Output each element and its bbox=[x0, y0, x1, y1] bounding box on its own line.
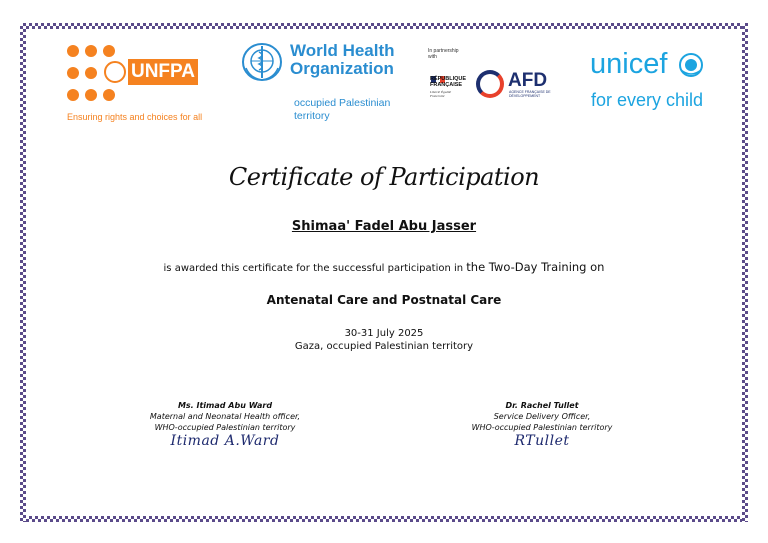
awarded-statement: is awarded this certificate for the successful participation in the Two-Day Training on bbox=[163, 260, 605, 274]
republique-motto: Liberté Égalité Fraternité bbox=[430, 90, 452, 98]
afd-subtitle: AGENCE FRANÇAISE DE DÉVELOPPEMENT bbox=[509, 90, 551, 98]
event-details bbox=[0, 327, 768, 353]
un-emblem-icon bbox=[104, 61, 126, 83]
french-flag-icon bbox=[431, 68, 445, 75]
unicef-logo bbox=[590, 48, 730, 118]
unfpa-tagline: Ensuring rights and choices for all bbox=[67, 112, 203, 122]
partnership-label: In partnership with bbox=[428, 48, 459, 60]
afd-logo bbox=[428, 48, 568, 118]
signatory-org: WHO-occupied Palestinian territory bbox=[471, 423, 613, 432]
republique-francaise-label: RÉPUBLIQUE FRANÇAISE bbox=[430, 76, 467, 88]
unfpa-wordmark: UNFPA bbox=[128, 59, 198, 85]
signature: Itimad A.Ward bbox=[170, 433, 280, 449]
signatory-left bbox=[115, 400, 335, 447]
certificate-title: Certificate of Participation bbox=[228, 163, 540, 191]
who-logo bbox=[240, 40, 400, 130]
signature: RTullet bbox=[514, 433, 570, 449]
afd-wordmark: AFD bbox=[508, 70, 548, 91]
afd-ring-icon bbox=[476, 70, 504, 98]
event-location: Gaza, occupied Palestinian territory bbox=[294, 341, 474, 352]
unfpa-logo bbox=[62, 43, 212, 123]
signatory-right bbox=[432, 400, 652, 447]
who-emblem-icon bbox=[240, 42, 284, 84]
signatory-name: Ms. Itimad Abu Ward bbox=[177, 401, 273, 410]
border-top bbox=[20, 23, 748, 29]
unicef-wordmark: unicef bbox=[590, 48, 668, 80]
event-dates: 30-31 July 2025 bbox=[344, 328, 424, 339]
recipient-name: Shimaa' Fadel Abu Jasser bbox=[291, 219, 477, 234]
who-subtitle: occupied Palestinian territory bbox=[294, 97, 391, 122]
signatory-role: Maternal and Neonatal Health officer, bbox=[149, 412, 301, 421]
who-name: World Health Organization bbox=[290, 41, 395, 78]
unicef-tagline: for every child bbox=[591, 90, 704, 110]
unicef-emblem-icon bbox=[678, 52, 704, 78]
signatory-name: Dr. Rachel Tullet bbox=[505, 401, 579, 410]
signatory-org: WHO-occupied Palestinian territory bbox=[154, 423, 296, 432]
signatory-role: Service Delivery Officer, bbox=[493, 412, 591, 421]
course-title: Antenatal Care and Postnatal Care bbox=[266, 293, 502, 307]
border-bottom bbox=[20, 516, 748, 522]
